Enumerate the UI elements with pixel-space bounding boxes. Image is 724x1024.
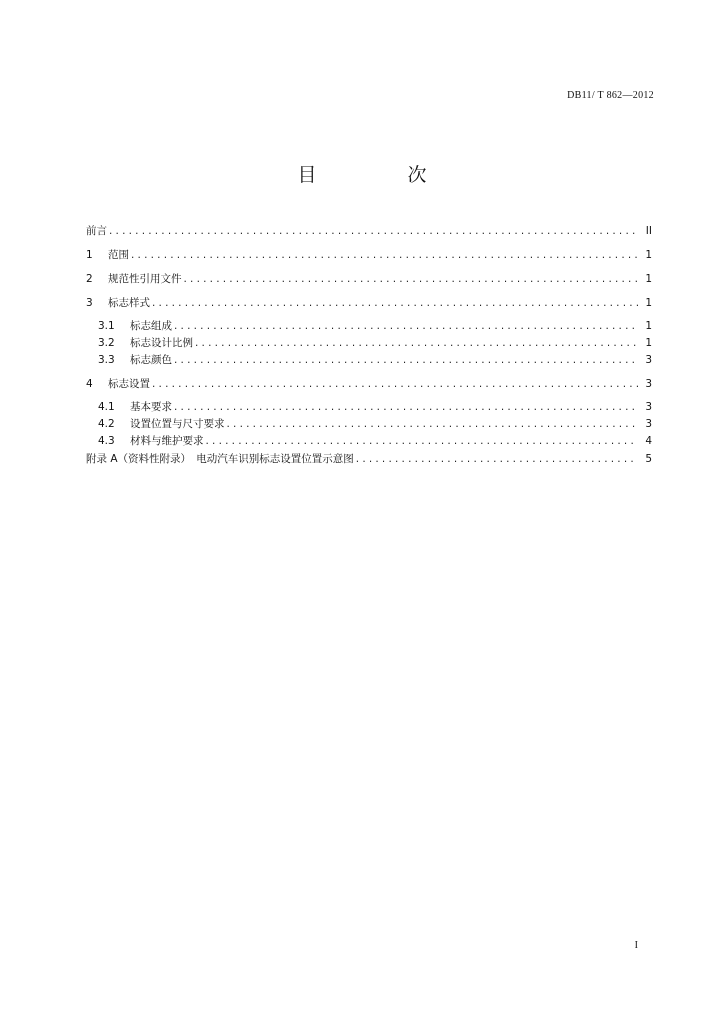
toc-entry-page: 1 <box>645 297 652 309</box>
toc-entry-page: II <box>645 225 652 237</box>
toc-entry-label: 标志样式 <box>108 297 150 309</box>
toc-entry-number: 3.1 <box>98 320 115 332</box>
toc-entry-foreword[interactable] <box>86 222 652 240</box>
toc-entry-number: 4 <box>86 378 93 390</box>
toc-entry-page: 4 <box>645 435 652 447</box>
toc-entry-label: 规范性引用文件 <box>108 273 182 285</box>
table-of-contents <box>86 222 652 468</box>
toc-entry-label: 标志设计比例 <box>130 337 193 349</box>
toc-entry-page: 1 <box>645 249 652 261</box>
toc-entry-label: 标志颜色 <box>130 354 172 366</box>
toc-entry-page: 1 <box>645 273 652 285</box>
toc-entry-scope[interactable] <box>86 246 652 264</box>
toc-entry-sign-style[interactable] <box>86 294 652 312</box>
toc-entry-sign-color[interactable] <box>86 352 652 369</box>
toc-entry-material-maintenance[interactable] <box>86 433 652 450</box>
toc-entry-page: 3 <box>645 401 652 413</box>
toc-entry-label: 标志组成 <box>130 320 172 332</box>
toc-entry-appendix-a[interactable] <box>86 450 652 468</box>
dot-leader <box>174 399 638 416</box>
toc-entry-number: 4.3 <box>98 435 115 447</box>
toc-entry-sign-composition[interactable] <box>86 318 652 335</box>
toc-entry-label: 前言 <box>86 225 107 237</box>
toc-entry-number: 1 <box>86 249 93 261</box>
toc-entry-number: 3.3 <box>98 354 115 366</box>
toc-entry-label: 设置位置与尺寸要求 <box>130 418 225 430</box>
dot-leader <box>152 375 638 393</box>
toc-entry-number: 3 <box>86 297 93 309</box>
dot-leader <box>184 270 639 288</box>
toc-entry-number: 4.1 <box>98 401 115 413</box>
dot-leader <box>195 335 638 352</box>
toc-entry-page: 5 <box>645 453 652 465</box>
toc-entry-label: 标志设置 <box>108 378 150 390</box>
toc-entry-normative-references[interactable] <box>86 270 652 288</box>
dot-leader <box>152 294 638 312</box>
toc-entry-label: 基本要求 <box>130 401 172 413</box>
toc-entry-page: 3 <box>645 354 652 366</box>
dot-leader <box>131 246 638 264</box>
toc-entry-design-ratio[interactable] <box>86 335 652 352</box>
toc-entry-page: 1 <box>645 337 652 349</box>
page-number: I <box>634 940 638 951</box>
toc-entry-sign-setup[interactable] <box>86 375 652 393</box>
toc-entry-label: 附录 A（资料性附录） 电动汽车识别标志设置位置示意图 <box>86 453 354 465</box>
document-code: DB11/ T 862—2012 <box>567 90 654 101</box>
dot-leader <box>174 352 638 369</box>
toc-entry-label: 范围 <box>108 249 129 261</box>
dot-leader <box>356 450 638 468</box>
dot-leader <box>227 416 639 433</box>
toc-entry-label: 材料与维护要求 <box>130 435 204 447</box>
toc-entry-basic-requirements[interactable] <box>86 399 652 416</box>
toc-entry-page: 1 <box>645 320 652 332</box>
toc-entry-position-size[interactable] <box>86 416 652 433</box>
dot-leader <box>109 222 638 240</box>
dot-leader <box>174 318 638 335</box>
toc-entry-page: 3 <box>645 378 652 390</box>
toc-entry-number: 2 <box>86 273 93 285</box>
toc-entry-number: 3.2 <box>98 337 115 349</box>
toc-entry-number: 4.2 <box>98 418 115 430</box>
dot-leader <box>206 433 639 450</box>
toc-entry-page: 3 <box>645 418 652 430</box>
page-title: 目 次 <box>297 164 463 186</box>
